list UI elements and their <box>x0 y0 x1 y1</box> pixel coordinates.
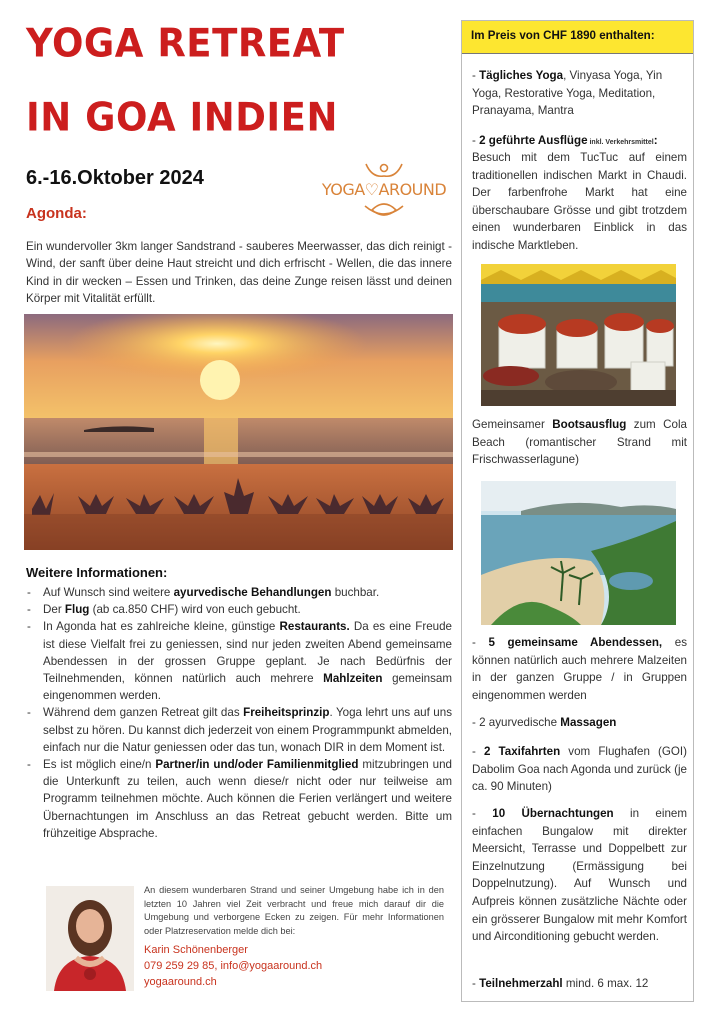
item-taxi: - 2 Taxifahrten vom Flughafen (GOI) Dabolim Goa nach Agonda und zurück (je ca. 90 Minuten) <box>472 745 687 794</box>
yoga-around-logo <box>314 160 454 220</box>
contact-description: An diesem wunderbaren Strand und seiner Umgebung habe ich in den letzten 10 Jahren viel Zeit verbracht und freue mich darauf dir die Umgebung und verborgene Ecken zu zeigen. Für mehr Informationen oder Platzreservation melde dich bei: <box>144 885 444 936</box>
item-accommodation: - 10 Übernachtungen in einem einfachen Bungalow mit direkter Meersicht, Terrasse und Doppelbett zur Einzelnutzung (Ermässigung bei Doppelnutzung). Auf Wunsch und Aufpreis können zusätzliche Nächte oder ein grösserer Bungalow mit mehr Komfort und Airconditioning gebucht werden. <box>472 807 687 944</box>
event-dates: 6.-16.Oktober 2024 <box>26 167 204 189</box>
title-line-2: IN GOA INDIEN <box>26 94 338 141</box>
item-participants: - Teilnehmerzahl mind. 6 max. 12 <box>472 977 649 990</box>
portrait-illustration <box>46 886 134 991</box>
contact-name: Karin Schönenberger <box>144 944 248 956</box>
logo-wordmark: YOGA♡AROUND <box>321 180 447 199</box>
beach-lagoon-illustration <box>481 481 676 625</box>
item-daily-yoga: - Tägliches Yoga, Vinyasa Yoga, Yin Yoga, Restorative Yoga, Meditation, Pranayama, Mantra <box>472 69 663 118</box>
item-excursions-title: - 2 geführte Ausflüge inkl. Verkehrsmittel: <box>472 134 658 147</box>
market-illustration <box>481 264 676 406</box>
sunset-beach-photo <box>24 314 453 550</box>
item-massages: - 2 ayurvedische Massagen <box>472 716 617 729</box>
item-excursions-description: Besuch mit dem TucTuc auf einem traditionellen indischen Markt in Chaudi. Der farbenfrohe Markt hat eine überschaubare Grösse und gibt trotzdem einen wunderbaren Einblick in das indische Marktleben. <box>472 151 687 252</box>
further-info-list <box>26 584 452 842</box>
cola-beach-photo <box>481 481 676 625</box>
sunset-yoga-illustration <box>24 314 453 550</box>
market-photo <box>481 264 676 406</box>
list-item: - In Agonda hat es zahlreiche kleine, günstige Restaurants. Da es eine Freude ist diese Vielfalt frei zu geniessen, sind nur jeden zweiten Abend gemeinsame Abendessen in der grossen Gruppe geplant. Je nach Bedürfnis der Teilnehmenden, können natürlich auch mehrere Mahlzeiten gemeinsam eingenommen werden. <box>26 618 452 704</box>
contact-phone-email[interactable]: 079 259 29 85, info@yogaaround.ch <box>144 960 323 972</box>
contact-website-link[interactable]: yogaaround.ch <box>144 976 217 988</box>
list-item: - Auf Wunsch sind weitere ayurvedische Behandlungen buchbar. <box>26 584 452 601</box>
teacher-portrait-photo <box>46 886 134 991</box>
list-item: - Während dem ganzen Retreat gilt das Freiheitsprinzip. Yoga lehrt uns auf uns selbst zu hören. Du kannst dich jederzeit von einem Programmpunkt abmelden, einfach nur die Natur geniessen oder das tun, wonach DIR in dem Moment ist. <box>26 704 452 756</box>
item-boat-trip: Gemeinsamer Bootsausflug zum Cola Beach (romantischer Strand mit Frischwasserlagune) <box>472 418 687 467</box>
further-info-heading: Weitere Informationen: <box>26 565 168 580</box>
list-item: - Der Flug (ab ca.850 CHF) wird von euch gebucht. <box>26 601 452 618</box>
list-item: - Es ist möglich eine/n Partner/in und/oder Familienmitglied mitzubringen und die Unterkunft zu teilen, auch wenn diese/r nicht oder nur teilweise am Programm teilnehmen möchte. Auch können die Ferien verlängert und weitere Übernachtungen im Anschluss an das Retreat gebucht werden. Bitte um frühzeitige Absprache. <box>26 756 452 842</box>
included-services-box <box>461 20 694 1002</box>
item-dinners: - 5 gemeinsame Abendessen, es können natürlich auch mehrere Malzeiten in der ganzen Gruppe / in Gruppen eingenommen werden <box>472 636 687 702</box>
location-heading: Agonda: <box>26 205 87 222</box>
price-header: Im Preis von CHF 1890 enthalten: <box>462 21 693 54</box>
intro-paragraph: Ein wundervoller 3km langer Sandstrand - sauberes Meerwasser, das dich reinigt - Wind, der sanft über deine Haut streicht und dich erfrischt - Wellen, die das innere Kind in dir wecken – Essen und Trinken, das deine Zunge reisen lässt und deinen Körper mit Vitalität erfüllt. <box>26 240 452 306</box>
title-line-1: YOGA RETREAT <box>26 20 345 67</box>
